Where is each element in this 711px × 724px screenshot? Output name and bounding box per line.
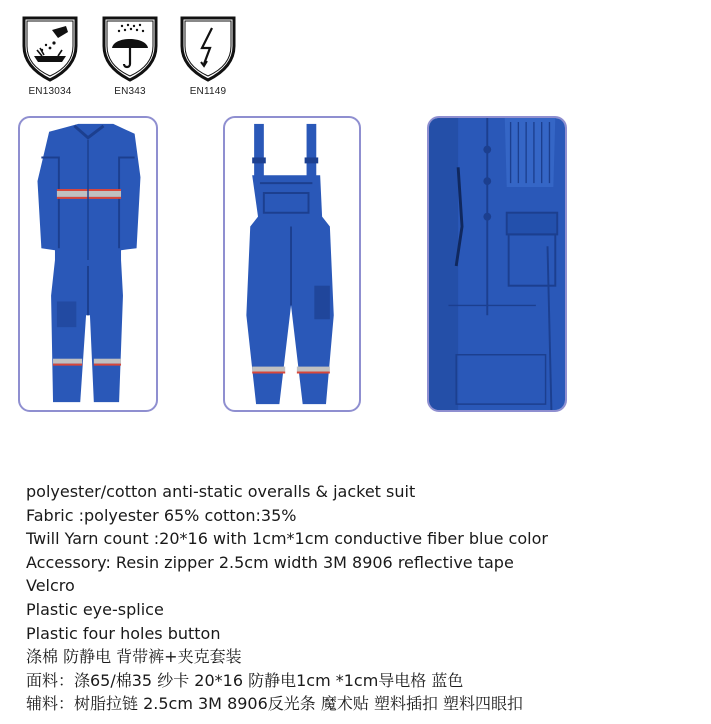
description-line: 面料：涤65/棉35 纱卡 20*16 防静电1cm *1cm导电格 蓝色 (26, 670, 464, 690)
chemical-splash-icon (18, 12, 82, 84)
description-line: 涤棉 防静电 背带裤+夹克套装 (26, 647, 242, 667)
description-line: Twill Yarn count :20*16 with 1cm*1cm conductive fiber blue color (26, 529, 548, 549)
certification-badge-en1149 (176, 12, 240, 102)
bib-overall-illustration (225, 118, 359, 410)
description-line: Plastic eye-splice (26, 599, 164, 619)
jacket-trousers-illustration (20, 118, 156, 410)
certification-code: EN13034 (28, 86, 72, 97)
description-line: Accessory: Resin zipper 2.5cm width 3M 8906 reflective tape (26, 552, 514, 572)
description-line: Plastic four holes button (26, 623, 221, 643)
product-description (26, 480, 706, 716)
bib-overall-photo (223, 116, 361, 412)
description-line: Velcro (26, 576, 75, 596)
certification-code: EN343 (114, 86, 146, 97)
jacket-and-trousers-photo (18, 116, 158, 412)
description-line: Fabric :polyester 65% cotton:35% (26, 505, 297, 525)
certification-code: EN1149 (189, 86, 227, 97)
certification-badge-en343 (98, 12, 162, 102)
certification-badge-en13034 (18, 12, 82, 102)
antistatic-icon (176, 12, 240, 84)
description-line: 辅料：树脂拉链 2.5cm 3M 8906反光条 魔术贴 塑料插扣 塑料四眼扣 (26, 694, 524, 714)
rain-protection-icon (98, 12, 162, 84)
pocket-detail-illustration (429, 118, 565, 410)
pocket-detail-photo (427, 116, 567, 412)
description-line: polyester/cotton anti-static overalls & jacket suit (26, 482, 416, 501)
